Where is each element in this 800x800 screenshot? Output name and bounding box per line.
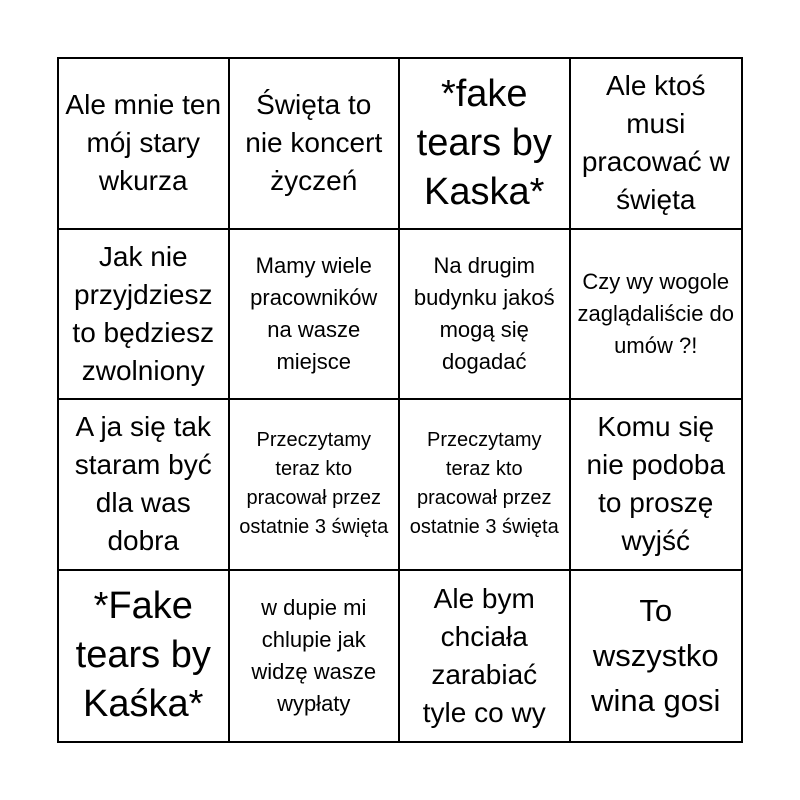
bingo-cell-r1c3[interactable] bbox=[400, 59, 571, 230]
bingo-cell-r1c4[interactable] bbox=[571, 59, 742, 230]
bingo-cell-r3c3[interactable] bbox=[400, 400, 571, 571]
cell-text: Przeczytamy teraz kto pracował przez ostatnie 3 święta bbox=[409, 429, 559, 539]
cell-text: Jak nie przyjdziesz to będziesz zwolniony bbox=[72, 240, 215, 386]
bingo-cell-r4c1[interactable] bbox=[59, 571, 230, 742]
bingo-board bbox=[57, 57, 743, 743]
cell-text: Komu się nie podoba to proszę wyjść bbox=[586, 411, 726, 557]
bingo-cell-r1c1[interactable] bbox=[59, 59, 230, 230]
cell-text: Na drugim budynku jakoś mogą się dogadać bbox=[413, 252, 555, 374]
bingo-cell-r3c4[interactable] bbox=[571, 400, 742, 571]
cell-text: A ja się tak staram być dla was dobra bbox=[74, 411, 212, 557]
cell-text: *Fake tears by Kaśka* bbox=[75, 585, 211, 726]
cell-text: Czy wy wogole zaglądaliście do umów ?! bbox=[577, 268, 735, 358]
cell-text: To wszystko wina gosi bbox=[591, 593, 721, 719]
cell-text: Ale mnie ten mój stary wkurza bbox=[65, 89, 222, 197]
bingo-cell-r2c2[interactable] bbox=[230, 230, 401, 401]
bingo-cell-r3c1[interactable] bbox=[59, 400, 230, 571]
cell-text: Przeczytamy teraz kto pracował przez ostatnie 3 święta bbox=[239, 429, 389, 539]
bingo-cell-r4c4[interactable] bbox=[571, 571, 742, 742]
bingo-cell-r3c2[interactable] bbox=[230, 400, 401, 571]
bingo-cell-r2c3[interactable] bbox=[400, 230, 571, 401]
bingo-cell-r1c2[interactable] bbox=[230, 59, 401, 230]
cell-text: Ale bym chciała zarabiać tyle co wy bbox=[422, 582, 546, 728]
bingo-cell-r2c1[interactable] bbox=[59, 230, 230, 401]
cell-text: Ale ktoś musi pracować w święta bbox=[581, 70, 730, 216]
cell-text: Święta to nie koncert życzeń bbox=[245, 89, 383, 197]
bingo-cell-r4c2[interactable] bbox=[230, 571, 401, 742]
cell-text: w dupie mi chlupie jak widzę wasze wypłaty bbox=[251, 594, 377, 716]
cell-text: Mamy wiele pracowników na wasze miejsce bbox=[250, 252, 378, 374]
bingo-cell-r4c3[interactable] bbox=[400, 571, 571, 742]
cell-text: *fake tears by Kaska* bbox=[416, 72, 552, 213]
bingo-cell-r2c4[interactable] bbox=[571, 230, 742, 401]
